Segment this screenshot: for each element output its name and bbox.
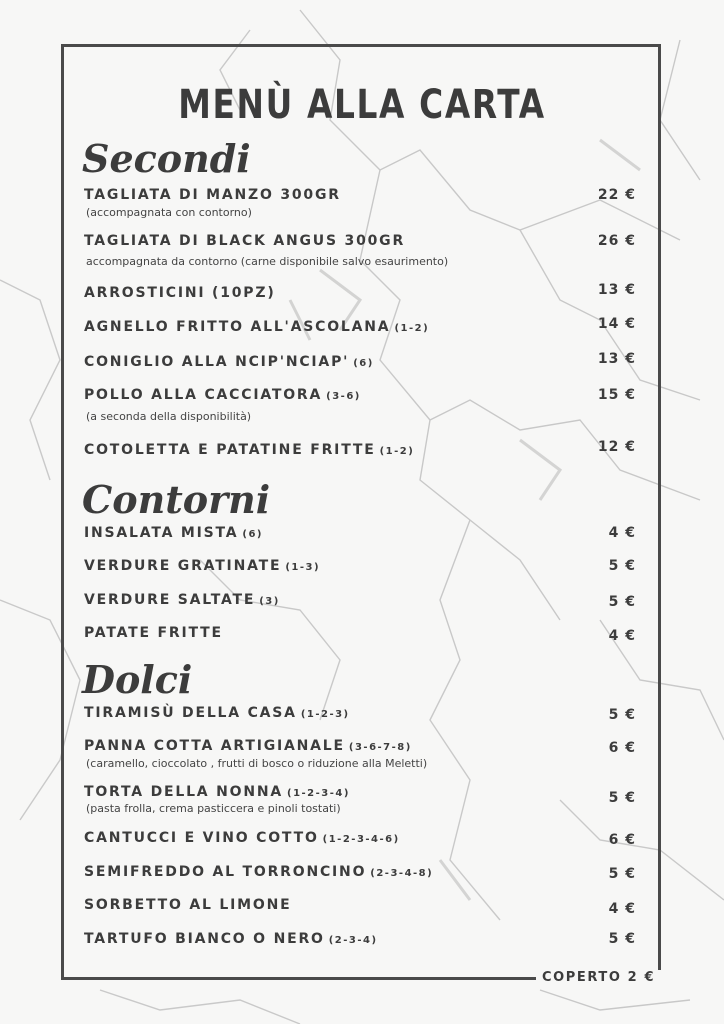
section-heading-dolci: Dolci xyxy=(82,657,193,702)
coperto-label: COPERTO 2 € xyxy=(536,970,661,985)
menu-item-price: 5 € xyxy=(608,931,636,947)
menu-item-name: CANTUCCI E VINO COTTO (1-2-3-4-6) xyxy=(84,830,400,846)
section-heading-secondi: Secondi xyxy=(82,136,251,181)
menu-item-price: 4 € xyxy=(608,901,636,917)
menu-item-price: 6 € xyxy=(608,740,636,756)
menu-item-price: 5 € xyxy=(608,558,636,574)
menu-item-name: TORTA DELLA NONNA (1-2-3-4) xyxy=(84,784,350,800)
menu-item-price: 4 € xyxy=(608,525,636,541)
menu-item-name: COTOLETTA E PATATINE FRITTE (1-2) xyxy=(84,442,415,458)
menu-item-price: 12 € xyxy=(597,439,636,455)
menu-item-price: 26 € xyxy=(597,233,636,249)
menu-item-name: CONIGLIO ALLA NCIP'NCIAP' (6) xyxy=(84,354,374,370)
menu-item-price: 22 € xyxy=(597,187,636,203)
menu-item-name: VERDURE GRATINATE (1-3) xyxy=(84,558,321,574)
menu-item-description: (accompagnata con contorno) xyxy=(86,206,252,219)
menu-item-name: TIRAMISÙ DELLA CASA (1-2-3) xyxy=(84,705,350,721)
menu-item-description: (pasta frolla, crema pasticcera e pinoli tostati) xyxy=(86,802,341,815)
menu-item-price: 15 € xyxy=(597,387,636,403)
menu-item-price: 6 € xyxy=(608,832,636,848)
menu-item-price: 5 € xyxy=(608,594,636,610)
menu-item-price: 13 € xyxy=(597,351,636,367)
menu-item-price: 5 € xyxy=(608,707,636,723)
menu-item-name: VERDURE SALTATE (3) xyxy=(84,592,280,608)
menu-item-name: INSALATA MISTA (6) xyxy=(84,525,264,541)
menu-item-name: PANNA COTTA ARTIGIANALE (3-6-7-8) xyxy=(84,738,412,754)
menu-item-name: TAGLIATA DI MANZO 300GR xyxy=(84,187,341,203)
menu-item-name: SEMIFREDDO AL TORRONCINO (2-3-4-8) xyxy=(84,864,434,880)
menu-item-name: PATATE FRITTE xyxy=(84,625,223,641)
menu-item-price: 4 € xyxy=(608,628,636,644)
menu-item-description: (caramello, cioccolato , frutti di bosco o riduzione alla Meletti) xyxy=(86,757,428,770)
menu-item-name: TAGLIATA DI BLACK ANGUS 300GR xyxy=(84,233,406,249)
menu-item-name: SORBETTO AL LIMONE xyxy=(84,897,292,913)
menu-item-price: 5 € xyxy=(608,790,636,806)
menu-item-price: 13 € xyxy=(597,282,636,298)
menu-item-name: POLLO ALLA CACCIATORA (3-6) xyxy=(84,387,361,403)
menu-item-name: ARROSTICINI (10PZ) xyxy=(84,285,276,301)
section-heading-contorni: Contorni xyxy=(82,477,271,522)
menu-title: MENÙ ALLA CARTA xyxy=(178,82,546,128)
menu-item-description: accompagnata da contorno (carne disponibile salvo esaurimento) xyxy=(86,255,449,268)
menu-item-description: (a seconda della disponibilità) xyxy=(86,410,252,423)
menu-item-price: 14 € xyxy=(597,316,636,332)
menu-item-price: 5 € xyxy=(608,866,636,882)
menu-item-name: AGNELLO FRITTO ALL'ASCOLANA (1-2) xyxy=(84,319,430,335)
menu-item-name: TARTUFO BIANCO O NERO (2-3-4) xyxy=(84,931,378,947)
